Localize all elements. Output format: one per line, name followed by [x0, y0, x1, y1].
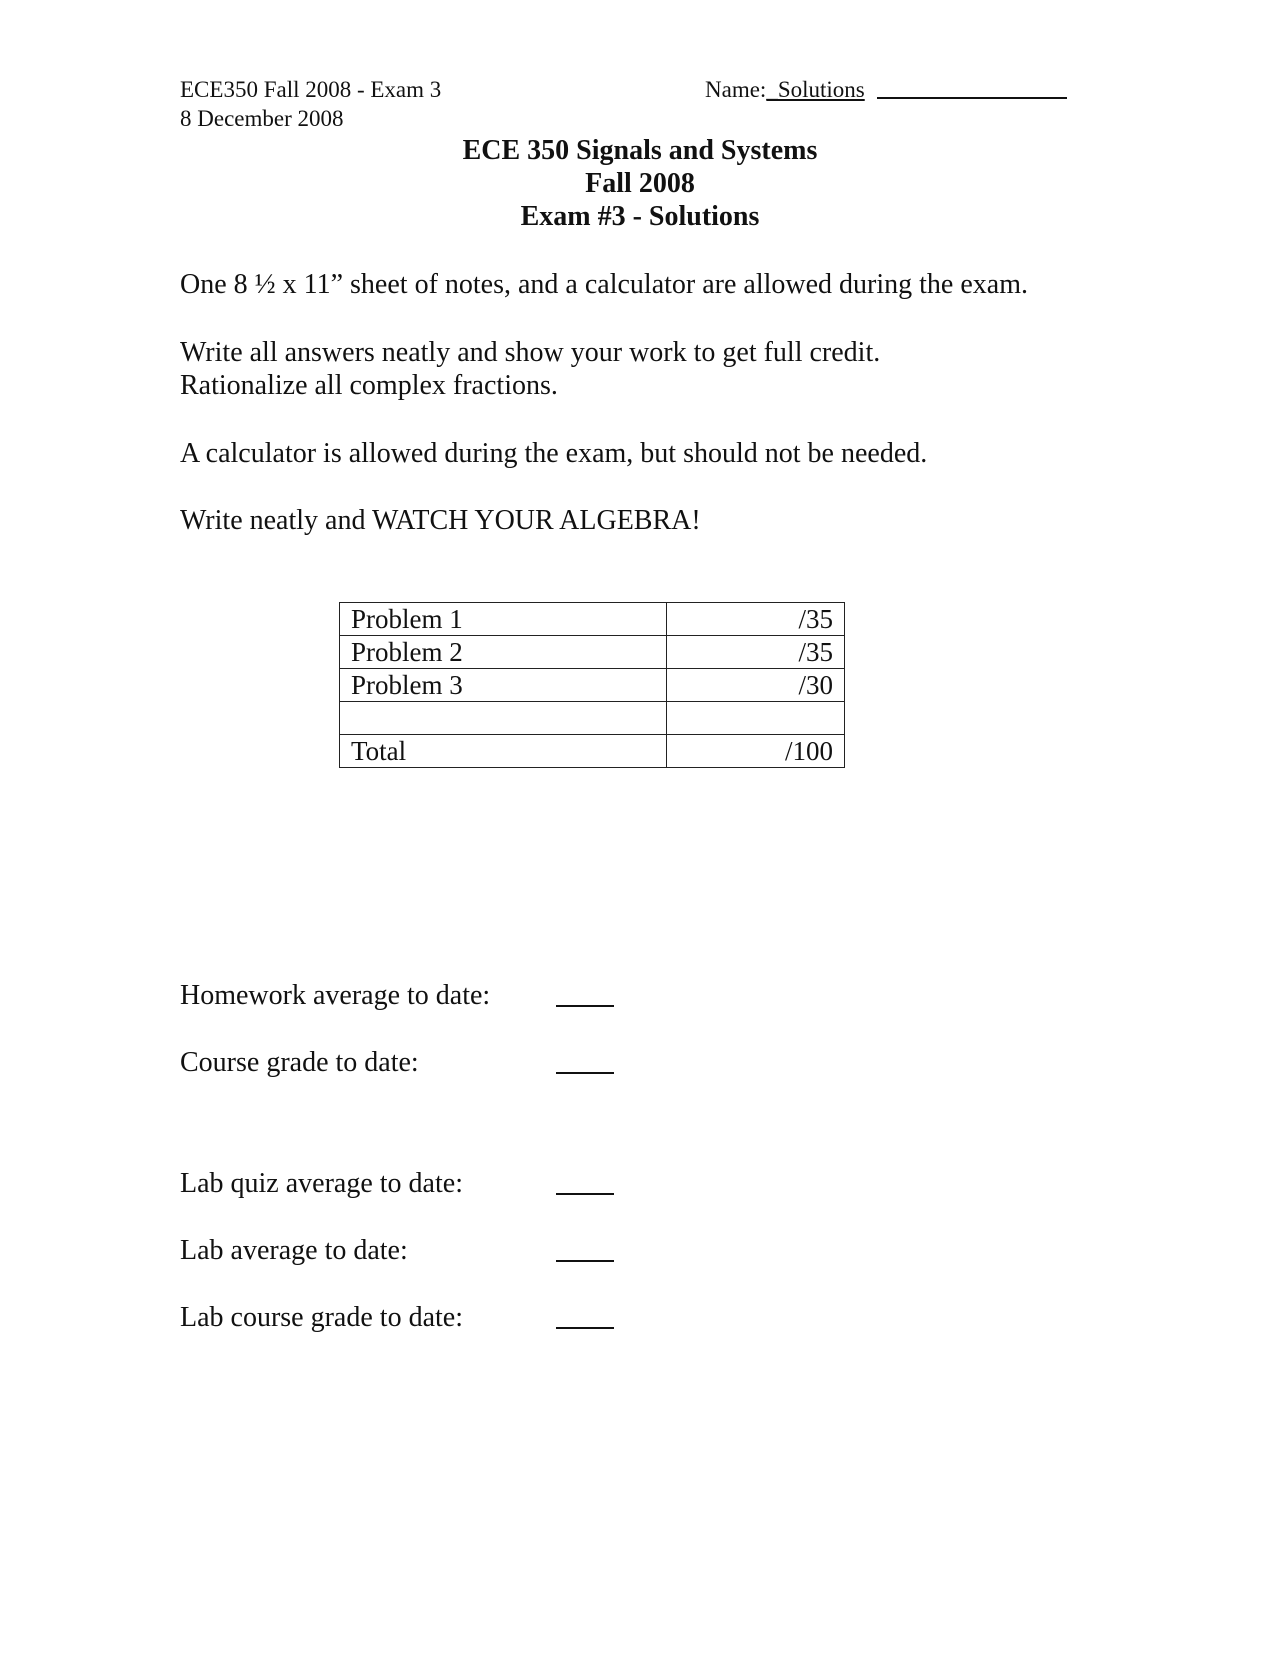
exam-date: 8 December 2008 — [180, 106, 344, 131]
total-label-cell: Total — [340, 735, 667, 768]
lab-quiz-average-row — [180, 1167, 620, 1200]
exam-title — [0, 134, 1280, 233]
name-label: Name: — [705, 77, 767, 102]
lab-average-row — [180, 1234, 620, 1267]
score-table — [339, 602, 845, 768]
course-exam-label: ECE350 Fall 2008 - Exam 3 — [180, 77, 442, 102]
lab-course-grade-row — [180, 1301, 620, 1334]
course-grade-label: Course grade to date: — [180, 1047, 419, 1078]
title-line-course: ECE 350 Signals and Systems — [462, 135, 818, 166]
homework-average-blank — [556, 1005, 614, 1007]
total-points-cell: /100 — [667, 735, 845, 768]
lab-quiz-average-label: Lab quiz average to date: — [180, 1168, 463, 1199]
problem-label-cell: Problem 3 — [340, 669, 667, 702]
instruction-rationalize-line: Rationalize all complex fractions. — [180, 370, 558, 401]
homework-average-label: Homework average to date: — [180, 980, 491, 1011]
table-row — [340, 702, 845, 735]
problem-points-cell: /35 — [667, 636, 845, 669]
problem-label-cell: Problem 2 — [340, 636, 667, 669]
problem-points-cell: /30 — [667, 669, 845, 702]
lab-course-grade-label: Lab course grade to date: — [180, 1302, 463, 1333]
lab-average-blank — [556, 1260, 614, 1262]
name-underline — [877, 97, 1067, 99]
course-grade-blank — [556, 1072, 614, 1074]
table-row — [340, 669, 845, 702]
name-value: _Solutions — [766, 77, 865, 102]
title-line-term: Fall 2008 — [585, 168, 695, 199]
lab-course-grade-blank — [556, 1327, 614, 1329]
lab-quiz-average-blank — [556, 1193, 614, 1195]
empty-label-cell — [340, 702, 667, 735]
problem-label-cell: Problem 1 — [340, 603, 667, 636]
instruction-calculator: A calculator is allowed during the exam, but should not be needed. — [180, 438, 928, 469]
table-row — [340, 603, 845, 636]
table-row — [340, 636, 845, 669]
instruction-watch-algebra: Write neatly and WATCH YOUR ALGEBRA! — [180, 505, 701, 536]
title-line-exam: Exam #3 - Solutions — [520, 201, 760, 232]
name-field — [705, 76, 1067, 104]
instruction-show-work-line: Write all answers neatly and show your work to get full credit. — [180, 337, 881, 368]
problem-points-cell: /35 — [667, 603, 845, 636]
homework-average-row — [180, 979, 620, 1012]
lab-average-label: Lab average to date: — [180, 1235, 408, 1266]
instruction-notes-allowed: One 8 ½ x 11” sheet of notes, and a calculator are allowed during the exam. — [180, 269, 1028, 300]
table-row — [340, 735, 845, 768]
course-grade-row — [180, 1046, 620, 1079]
empty-points-cell — [667, 702, 845, 735]
instruction-show-work — [180, 336, 880, 402]
